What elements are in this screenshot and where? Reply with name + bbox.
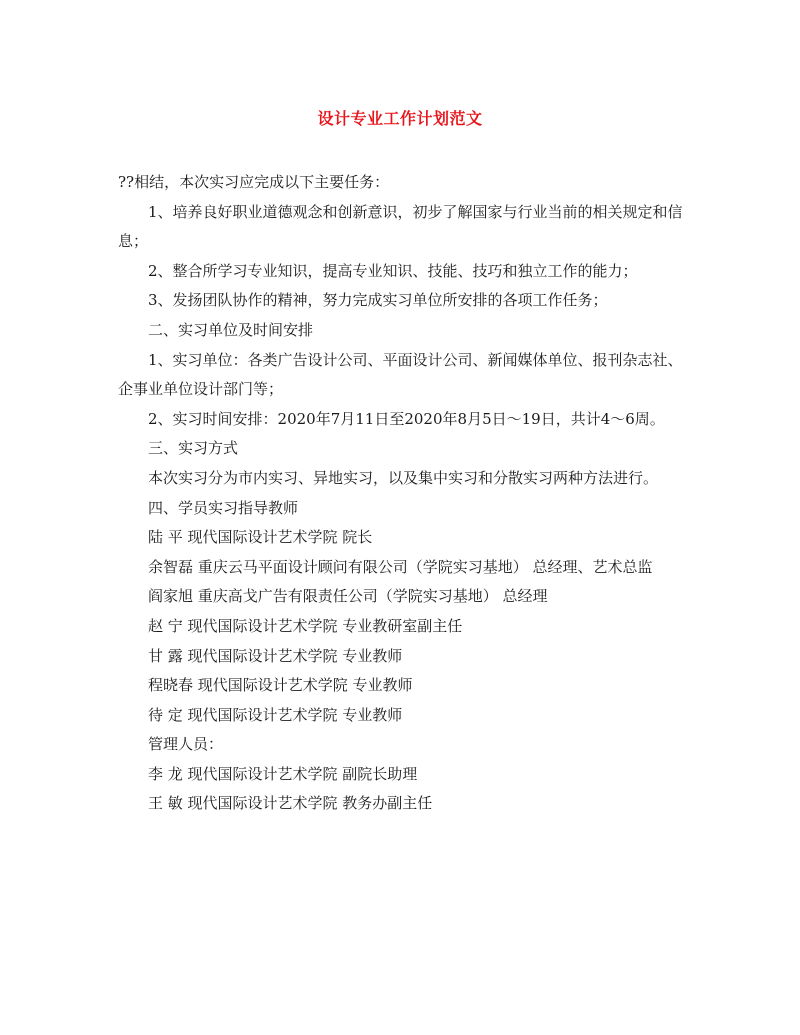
instructor-item: 余智磊 重庆云马平面设计顾问有限公司（学院实习基地） 总经理、艺术总监 (148, 557, 653, 576)
paragraph-task-3: 3、发扬团队协作的精神，努力完成实习单位所安排的各项工作任务； (148, 291, 608, 310)
instructor-item: 赵 宁 现代国际设计艺术学院 专业教研室副主任 (148, 616, 463, 635)
instructor-item: 陆 平 现代国际设计艺术学院 院长 (148, 528, 373, 547)
paragraph-units: 1、实习单位：各类广告设计公司、平面设计公司、新闻媒体单位、报刊杂志社、企事业单位设计部门等； (118, 350, 683, 399)
paragraph-task-2: 2、整合所学习专业知识，提高专业知识、技能、技巧和独立工作的能力； (148, 261, 638, 280)
manager-item: 李 龙 现代国际设计艺术学院 副院长助理 (148, 764, 418, 783)
section-heading-instructors: 四、学员实习指导教师 (148, 498, 299, 517)
paragraph-intro: ??相结，本次实习应完成以下主要任务： (118, 173, 390, 191)
instructor-item: 程晓春 现代国际设计艺术学院 专业教师 (148, 676, 413, 695)
instructor-item: 甘 露 现代国际设计艺术学院 专业教师 (148, 646, 403, 665)
paragraph-task-1: 1、培养良好职业道德观念和创新意识，初步了解国家与行业当前的相关规定和信息； (118, 202, 683, 251)
paragraph-method: 本次实习分为市内实习、异地实习，以及集中实习和分散实习两种方法进行。 (148, 468, 659, 487)
section-heading-method: 三、实习方式 (148, 439, 239, 458)
paragraph-schedule: 2、实习时间安排：2020年7月11日至2020年8月5日～19日，共计4～6周。 (148, 409, 665, 428)
instructor-item: 阎家旭 重庆高戈广告有限责任公司（学院实习基地） 总经理 (148, 587, 548, 606)
instructor-item: 待 定 现代国际设计艺术学院 专业教师 (148, 705, 403, 724)
document-body (118, 168, 684, 819)
document-title: 设计专业工作计划范文 (317, 109, 483, 128)
manager-item: 王 敏 现代国际设计艺术学院 教务办副主任 (148, 794, 433, 813)
section-heading-units-schedule: 二、实习单位及时间安排 (148, 320, 314, 339)
section-heading-management: 管理人员： (148, 735, 224, 754)
